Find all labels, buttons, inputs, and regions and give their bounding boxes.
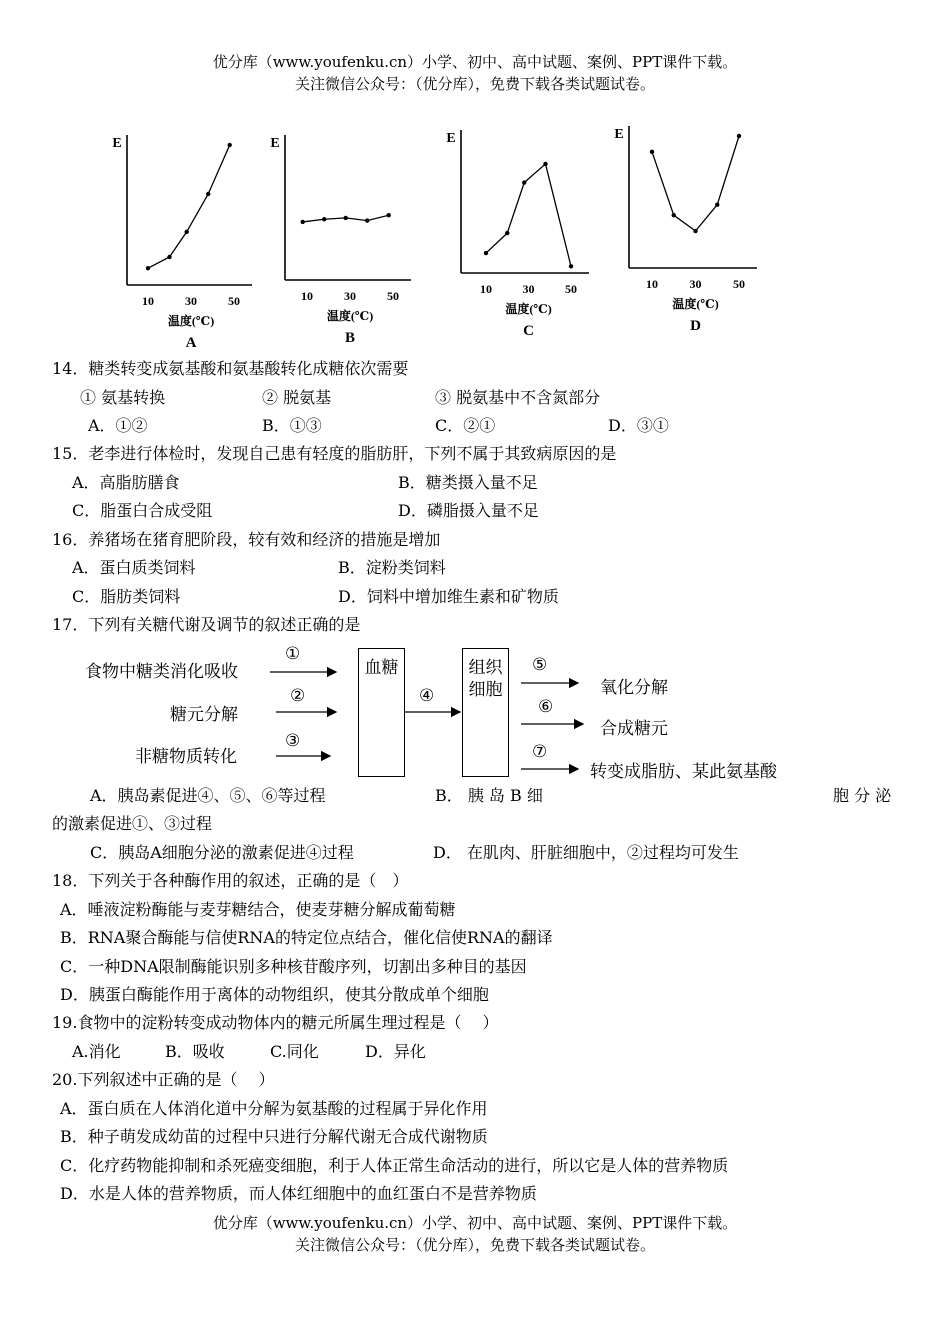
graph-b-point-5 bbox=[387, 213, 391, 217]
q14-option-b[interactable]: B．①③ bbox=[262, 416, 322, 435]
q20-stem: 20.下列叙述中正确的是（ ） bbox=[52, 1070, 275, 1089]
q20-option-c[interactable]: C．化疗药物能抑制和杀死癌变细胞，利于人体正常生命活动的进行，所以它是人体的营养物质 bbox=[60, 1156, 729, 1175]
graph-d-point-5 bbox=[737, 134, 741, 138]
output-fat: 转变成脂肪、某此氨基酸 bbox=[590, 762, 777, 782]
q18-option-b[interactable]: B．RNA聚合酶能与信使RNA的特定位点结合，催化信使RNA的翻译 bbox=[60, 928, 553, 947]
graph-a-point-5 bbox=[228, 143, 232, 147]
source-glycogen: 糖元分解 bbox=[170, 705, 238, 725]
q17-option-d[interactable]: D． 在肌肉、肝脏细胞中，②过程均可发生 bbox=[433, 843, 739, 862]
q17-arrows bbox=[0, 640, 950, 790]
q17-option-a[interactable]: A．胰岛素促进④、⑤、⑥等过程 bbox=[90, 786, 326, 805]
temperature-graphs bbox=[0, 110, 950, 350]
graph-b-xlabel: 温度(℃) bbox=[326, 309, 374, 323]
graph-b-tick-10: 10 bbox=[301, 289, 313, 303]
q14-option-a[interactable]: A．①② bbox=[88, 416, 148, 435]
q17-option-c[interactable]: C．胰岛A细胞分泌的激素促进④过程 bbox=[90, 843, 354, 862]
graph-a-tick-50: 50 bbox=[228, 294, 240, 308]
q17-option-b-line2: 的激素促进①、③过程 bbox=[52, 814, 213, 833]
graph-c-series-line bbox=[486, 164, 571, 266]
graph-a-tick-30: 30 bbox=[185, 294, 197, 308]
graph-c-point-5 bbox=[569, 264, 573, 268]
graph-b-point-1 bbox=[301, 220, 305, 224]
q14-item-2: ② 脱氨基 bbox=[262, 388, 332, 407]
q15-option-b[interactable]: B．糖类摄入量不足 bbox=[398, 473, 538, 492]
q19-stem: 19.食物中的淀粉转变成动物体内的糖元所属生理过程是（ ） bbox=[52, 1013, 499, 1032]
source-non-sugar: 非糖物质转化 bbox=[135, 747, 237, 767]
q14-option-c[interactable]: C．②① bbox=[435, 416, 496, 435]
num-1: ① bbox=[285, 644, 301, 664]
header-line-1: 优分库（www.youfenku.cn）小学、初中、高中试题、案例、PPT课件下载。 bbox=[212, 53, 738, 71]
graph-c-xlabel: 温度(℃) bbox=[505, 302, 552, 316]
graph-d-series-line bbox=[652, 136, 739, 231]
q20-option-d[interactable]: D．水是人体的营养物质，而人体红细胞中的血红蛋白不是营养物质 bbox=[60, 1184, 537, 1203]
graph-d-tick-10: 10 bbox=[646, 277, 658, 291]
q14-stem: 14．糖类转变成氨基酸和氨基酸转化成糖依次需要 bbox=[52, 359, 409, 378]
graph-c-tick-30: 30 bbox=[522, 282, 535, 296]
graph-c-tick-10: 10 bbox=[480, 282, 492, 296]
graph-a-point-4 bbox=[206, 192, 210, 196]
q16-option-d[interactable]: D．饲料中增加维生素和矿物质 bbox=[338, 587, 559, 606]
q18-option-c[interactable]: C．一种DNA限制酶能识别多种核苷酸序列，切割出多种目的基因 bbox=[60, 957, 527, 976]
graph-d-point-3 bbox=[693, 229, 697, 233]
graph-c-point-1 bbox=[484, 251, 488, 255]
output-glycogen: 合成糖元 bbox=[600, 719, 668, 739]
graph-c-tick-50: 50 bbox=[565, 282, 577, 296]
graph-c-e-label: E bbox=[446, 131, 456, 146]
q19-option-a[interactable]: A.消化 bbox=[72, 1042, 121, 1061]
graph-c-point-2 bbox=[505, 231, 509, 235]
graph-a-point-3 bbox=[185, 230, 189, 234]
num-2: ② bbox=[290, 686, 306, 706]
graph-b-point-3 bbox=[344, 216, 348, 220]
num-7: ⑦ bbox=[532, 742, 548, 762]
graph-d-point-1 bbox=[650, 150, 654, 154]
q17-stem: 17．下列有关糖代谢及调节的叙述正确的是 bbox=[52, 615, 361, 634]
q17-option-b-cont: 胞 分 泌 bbox=[833, 786, 892, 805]
q16-option-b[interactable]: B．淀粉类饲料 bbox=[338, 558, 446, 577]
graph-c-title: C bbox=[523, 323, 534, 339]
graph-a-tick-10: 10 bbox=[142, 294, 154, 308]
graph-b-tick-30: 30 bbox=[344, 289, 356, 303]
q15-stem: 15．老李进行体检时，发现自己患有轻度的脂肪肝，下列不属于其致病原因的是 bbox=[52, 444, 617, 463]
q14-item-1: ① 氨基转换 bbox=[80, 388, 166, 407]
graph-a-point-2 bbox=[167, 255, 171, 259]
graph-d-xlabel: 温度(℃) bbox=[672, 297, 719, 311]
q16-option-c[interactable]: C．脂肪类饲料 bbox=[72, 587, 181, 606]
graph-d-title: D bbox=[690, 318, 701, 334]
q14-item-3: ③ 脱氨基中不含氮部分 bbox=[435, 388, 601, 407]
q17-option-b[interactable]: B． 胰 岛 B 细 bbox=[435, 786, 543, 805]
graph-d-tick-50: 50 bbox=[733, 277, 745, 291]
graph-b-point-2 bbox=[322, 217, 326, 221]
num-3: ③ bbox=[285, 731, 301, 751]
graph-a-series-line bbox=[148, 145, 230, 268]
graph-d-e-label: E bbox=[614, 127, 624, 142]
graph-a-xlabel: 温度(℃) bbox=[167, 314, 215, 328]
q18-stem: 18．下列关于各种酶作用的叙述，正确的是（ ） bbox=[52, 871, 409, 890]
q18-option-d[interactable]: D．胰蛋白酶能作用于离体的动物组织，使其分散成单个细胞 bbox=[60, 985, 489, 1004]
footer-line-1: 优分库（www.youfenku.cn）小学、初中、高中试题、案例、PPT课件下载。 bbox=[212, 1214, 738, 1232]
output-oxidation: 氧化分解 bbox=[600, 678, 668, 698]
graph-c-point-4 bbox=[543, 162, 547, 166]
q14-option-d[interactable]: D．③① bbox=[608, 416, 669, 435]
graph-b-title: B bbox=[344, 330, 356, 346]
q16-stem: 16．养猪场在猪育肥阶段，较有效和经济的措施是增加 bbox=[52, 530, 441, 549]
tissue-cell-label: 组织细胞 bbox=[468, 658, 503, 700]
graph-b-tick-50: 50 bbox=[387, 289, 399, 303]
graph-a-e-label: E bbox=[112, 136, 122, 151]
q20-option-a[interactable]: A．蛋白质在人体消化道中分解为氨基酸的过程属于异化作用 bbox=[60, 1099, 488, 1118]
graph-b-point-4 bbox=[365, 218, 369, 222]
graph-b-e-label: E bbox=[270, 136, 280, 151]
graph-d-tick-30: 30 bbox=[689, 277, 702, 291]
q15-option-d[interactable]: D．磷脂摄入量不足 bbox=[398, 501, 539, 520]
num-4: ④ bbox=[419, 686, 435, 706]
num-6: ⑥ bbox=[538, 697, 554, 717]
graph-a-point-1 bbox=[146, 266, 150, 270]
header-line-2: 关注微信公众号：（优分库），免费下载各类试题试卷。 bbox=[294, 75, 655, 93]
graph-a-title: A bbox=[185, 335, 197, 350]
q19-option-c[interactable]: C.同化 bbox=[270, 1042, 319, 1061]
blood-sugar-label: 血糖 bbox=[364, 658, 399, 678]
source-food: 食物中糖类消化吸收 bbox=[85, 662, 238, 682]
q15-option-a[interactable]: A．高脂肪膳食 bbox=[72, 473, 180, 492]
q20-option-b[interactable]: B．种子萌发成幼苗的过程中只进行分解代谢无合成代谢物质 bbox=[60, 1127, 488, 1146]
q19-option-d[interactable]: D．异化 bbox=[365, 1042, 426, 1061]
graph-d-point-4 bbox=[715, 202, 719, 206]
graph-d-point-2 bbox=[672, 213, 676, 217]
graph-c-point-3 bbox=[522, 180, 526, 184]
q16-option-a[interactable]: A．蛋白质类饲料 bbox=[72, 558, 196, 577]
footer-line-2: 关注微信公众号：（优分库），免费下载各类试题试卷。 bbox=[294, 1236, 655, 1254]
q18-option-a[interactable]: A．唾液淀粉酶能与麦芽糖结合，使麦芽糖分解成葡萄糖 bbox=[60, 900, 456, 919]
q19-option-b[interactable]: B．吸收 bbox=[165, 1042, 225, 1061]
num-5: ⑤ bbox=[532, 655, 548, 675]
q15-option-c[interactable]: C．脂蛋白合成受阻 bbox=[72, 501, 213, 520]
